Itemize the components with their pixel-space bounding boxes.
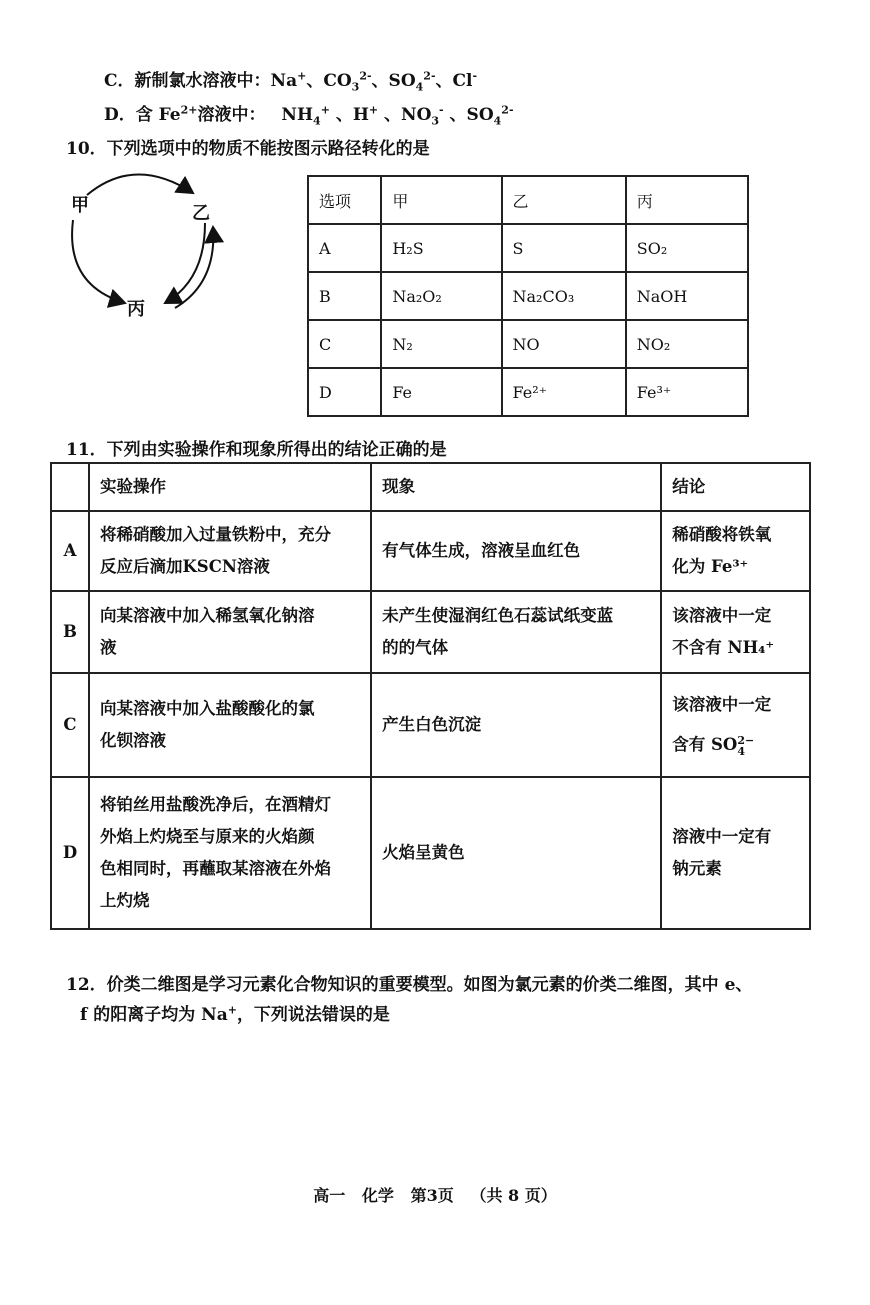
conversion-cycle-diagram	[55, 165, 245, 325]
question-10-stem: 10．下列选项中的物质不能按图示路径转化的是	[66, 139, 430, 159]
arrow-bing-to-yi	[175, 227, 213, 308]
label-yi: 乙	[192, 203, 210, 224]
yi-cell: S	[502, 224, 626, 272]
header-cell: 甲	[381, 176, 501, 224]
header-cell: 选项	[308, 176, 381, 224]
yi-cell: NO	[502, 320, 626, 368]
phenomenon-cell: 未产生使湿润红色石蕊试纸变蓝 的的气体	[371, 591, 661, 673]
label-bing: 丙	[127, 299, 145, 320]
header-cell: 丙	[626, 176, 748, 224]
arrow-jia-to-yi	[87, 174, 193, 195]
question-12-line-2: f 的阳离子均为 Na+，下列说法错误的是	[80, 1003, 390, 1025]
option-9c: C．新制氯水溶液中：Na+、$CO_3^{2-}$、$SO_4^{2-}$、Cl-	[104, 69, 478, 94]
arrow-yi-to-bing	[165, 223, 205, 303]
table-row	[51, 511, 810, 591]
header-cell: 实验操作	[89, 463, 371, 511]
table-row	[51, 591, 810, 673]
conclusion-cell: 溶液中一定有 钠元素	[661, 777, 810, 929]
jia-cell: Na₂O₂	[381, 272, 501, 320]
label-jia: 甲	[71, 195, 89, 216]
jia-cell: N₂	[381, 320, 501, 368]
phenomenon-cell: 有气体生成，溶液呈血红色	[371, 511, 661, 591]
question-10-table	[307, 175, 749, 417]
conclusion-cell: 该溶液中一定 不含有 NH₄⁺	[661, 591, 810, 673]
cycle-arrows	[55, 165, 245, 325]
question-12-line-1: 12．价类二维图是学习元素化合物知识的重要模型。如图为氯元素的价类二维图，其中 e、	[66, 975, 753, 995]
question-11-table	[50, 462, 811, 930]
option-9d: D．含 $Fe^{2+}$溶液中： $NH_4^+$ 、H+ 、$NO_3^-$ 、$SO_4^{2-}$	[104, 103, 514, 128]
option-cell: A	[51, 511, 89, 591]
operation-cell: 向某溶液中加入稀氢氧化钠溶 液	[89, 591, 371, 673]
table-header-row	[51, 463, 810, 511]
operation-cell: 将铂丝用盐酸洗净后，在酒精灯 外焰上灼烧至与原来的火焰颜 色相同时，再蘸取某溶液在外焰 上灼烧	[89, 777, 371, 929]
bing-cell: SO₂	[626, 224, 748, 272]
operation-cell: 向某溶液中加入盐酸酸化的氯 化钡溶液	[89, 673, 371, 777]
arrow-jia-to-bing	[72, 220, 125, 303]
yi-cell: Fe²⁺	[502, 368, 626, 416]
conclusion-cell: 稀硝酸将铁氧 化为 Fe³⁺	[661, 511, 810, 591]
bing-cell: NO₂	[626, 320, 748, 368]
table-header-row	[308, 176, 748, 224]
bing-cell: NaOH	[626, 272, 748, 320]
option-cell: B	[308, 272, 381, 320]
bing-cell: Fe³⁺	[626, 368, 748, 416]
header-cell: 现象	[371, 463, 661, 511]
jia-cell: H₂S	[381, 224, 501, 272]
option-cell: D	[308, 368, 381, 416]
operation-cell: 将稀硝酸加入过量铁粉中，充分 反应后滴加KSCN溶液	[89, 511, 371, 591]
header-cell: 结论	[661, 463, 810, 511]
header-cell: 乙	[502, 176, 626, 224]
table-row	[51, 673, 810, 777]
table-row	[51, 777, 810, 929]
table-row	[308, 320, 748, 368]
option-cell: C	[308, 320, 381, 368]
phenomenon-cell: 产生白色沉淀	[371, 673, 661, 777]
option-cell: B	[51, 591, 89, 673]
sulfate-charge: 2− 4	[737, 733, 755, 758]
conclusion-cell: 该溶液中一定 含有 SO 2− 4	[661, 673, 810, 777]
table-row	[308, 272, 748, 320]
table-row	[308, 224, 748, 272]
option-cell: D	[51, 777, 89, 929]
jia-cell: Fe	[381, 368, 501, 416]
option-cell: A	[308, 224, 381, 272]
option-cell: C	[51, 673, 89, 777]
yi-cell: Na₂CO₃	[502, 272, 626, 320]
table-row	[308, 368, 748, 416]
header-cell	[51, 463, 89, 511]
question-11-stem: 11．下列由实验操作和现象所得出的结论正确的是	[66, 440, 447, 460]
phenomenon-cell: 火焰呈黄色	[371, 777, 661, 929]
page-footer: 高一 化学 第3页 （共 8 页）	[313, 1186, 557, 1205]
